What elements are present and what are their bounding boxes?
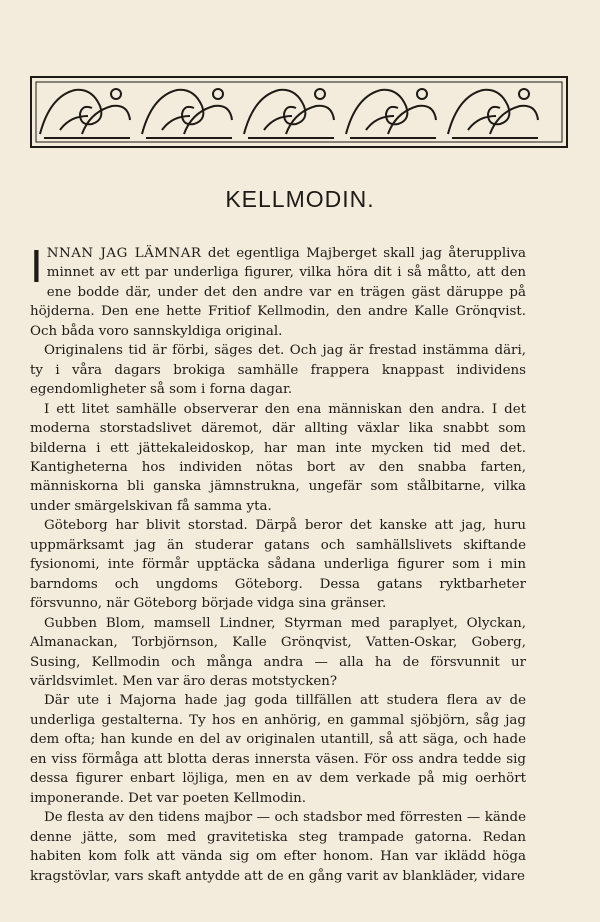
paragraph: Göteborg har blivit storstad. Därpå beror det kanske att jag, huru uppmärksamt jag än studerar gatans och samhällslivets skiftande fysionomi, inte förmår upptäcka sådana underliga figurer som i min barndoms och ungdoms Göteborg. Dessa gatans ryktbarheter försvunno, när Göteborg började vidga sina gränser. [30,518,526,612]
paragraph-text: det egentliga Majberget skall jag återuppliva minnet av ett par underliga figurer, vilka höra dit i så måtto, att den ene bodde där, under det den andre var en trägen gäst däruppe på höjderna. Den ene hette Fritiof Kellmodin, den andre Kalle Grönqvist. Och båda voro sannskyldiga original. [30,246,526,339]
paragraph: I ett litet samhälle observerar den ena människan den andra. I det moderna storstadslivet däremot, där allting växlar lika snabbt som bilderna i ett jättekaleidoskop, har man inte mycken tid med det. Kantigheterna hos individen nötas bort av den snabba farten, människorna bli ganska jämnstrukna, ungefär som stålbitarne, vilka under smärgelskivan få samma yta. [30,401,526,514]
body-text [30,240,526,886]
paragraph: Originalens tid är förbi, säges det. Och jag är frestad instämma däri, ty i våra dagars brokiga samhälle frappera knappast individens egendomligheter så som i forna dagar. [30,343,526,398]
paragraph: De flesta av den tidens majbor — och stadsbor med förresten — kände denne jätte, som med gravitetiska steg trampade gatorna. Redan habiten kom folk att vända sig om efter honom. Han var iklädd höga kragstövlar, vars skaft antydde att de en gång varit av blankläder, vidare [30,810,526,884]
paragraph [30,240,526,341]
paragraph: Där ute i Majorna hade jag goda tillfällen att studera flera av de underliga gestalterna. Ty hos en anhörig, en gammal sjöbjörn, såg jag dem ofta; han kunde en del av originalen utantill, så att säga, och hade en viss förmåga att blotta deras innersta väsen. För oss andra tedde sig dessa figurer enbart löjliga, men en av dem verkade på mig oerhört imponerande. Det var poeten Kellmodin. [30,693,526,806]
chapter-title: KELLMODIN. [225,186,375,212]
drop-cap: I [30,240,43,292]
opening-words: NNAN JAG LÄMNAR [46,246,202,261]
ornamental-header-border [30,76,568,148]
paragraph: Gubben Blom, mamsell Lindner, Styrman med paraplyet, Olyckan, Almanackan, Torbjörnson, Kalle Grönqvist, Vatten-Oskar, Goberg, Susing, Kellmodin och många andra — alla ha de försvunnit ur världsvimlet. Men var äro deras motstycken? [30,615,526,689]
